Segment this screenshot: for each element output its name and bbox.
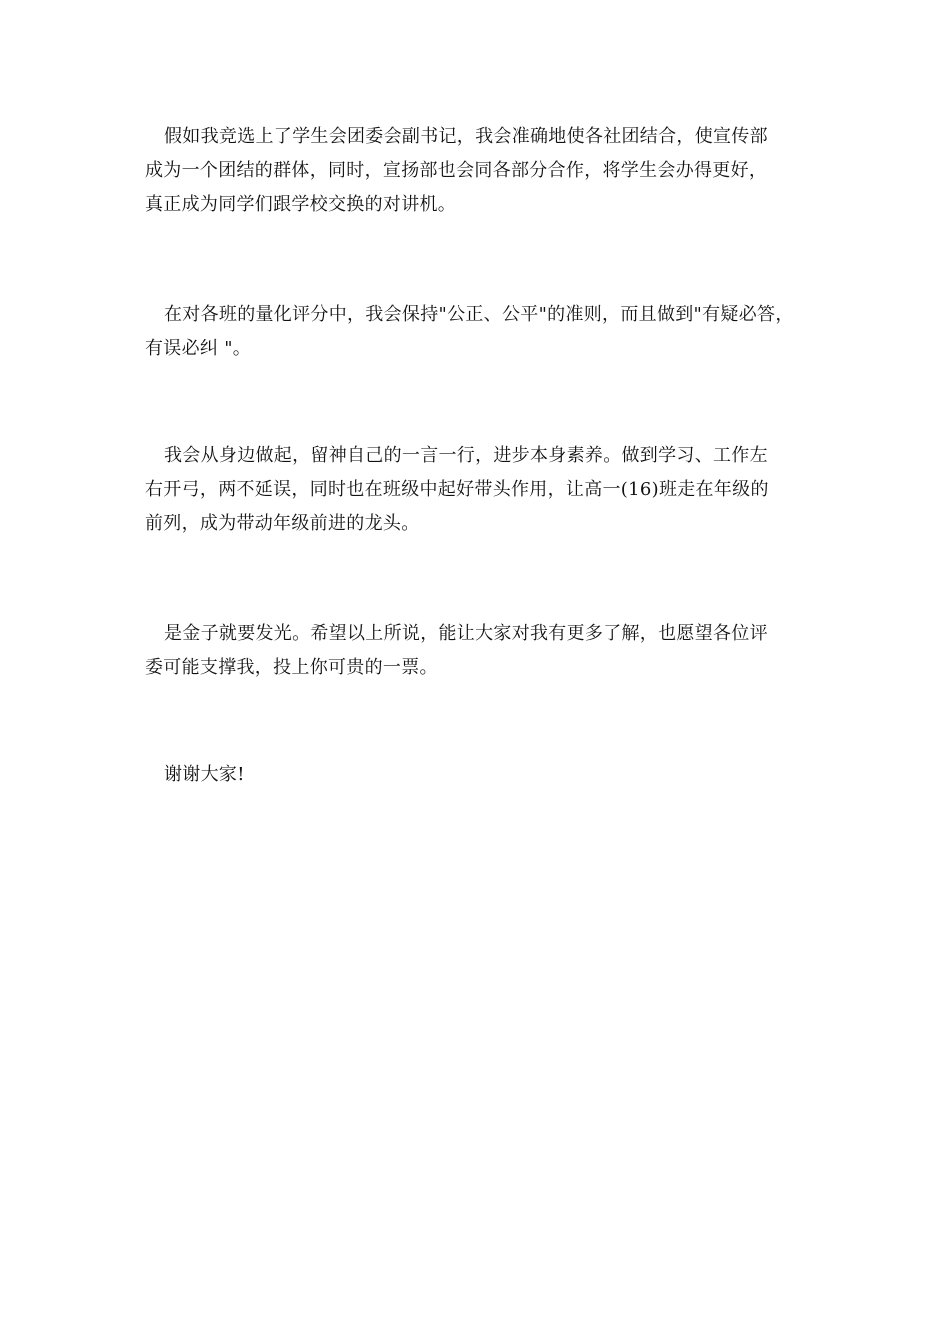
paragraph-closing-appeal: [145, 617, 768, 685]
text-line: 假如我竞选上了学生会团委会副书记，我会准确地使各社团结合，使宣传部: [164, 126, 768, 147]
text-line: 右开弓，两不延误，同时也在班级中起好带头作用，让高一(16)班走在年级的: [145, 479, 769, 500]
text-line: 在对各班的量化评分中，我会保持"公正、公平"的准则，而且做到"有疑必答，: [164, 304, 794, 325]
paragraph-fair-scoring: [145, 298, 794, 366]
paragraph-self-improvement: [145, 439, 769, 541]
paragraph-thanks: [145, 758, 245, 792]
text-line: 谢谢大家!: [164, 764, 245, 785]
text-line: 真正成为同学们跟学校交换的对讲机。: [145, 194, 457, 215]
text-line: 前列，成为带动年级前进的龙头。: [145, 513, 420, 534]
paragraph-campaign-promise: [145, 120, 768, 222]
text-line: 我会从身边做起，留神自己的一言一行，进步本身素养。做到学习、工作左: [164, 445, 768, 466]
text-line: 有误必纠 "。: [145, 338, 252, 359]
text-line: 委可能支撑我，投上你可贵的一票。: [145, 657, 438, 678]
text-line: 成为一个团结的群体，同时，宣扬部也会同各部分合作，将学生会办得更好，: [145, 160, 768, 181]
text-line: 是金子就要发光。希望以上所说，能让大家对我有更多了解，也愿望各位评: [164, 623, 768, 644]
